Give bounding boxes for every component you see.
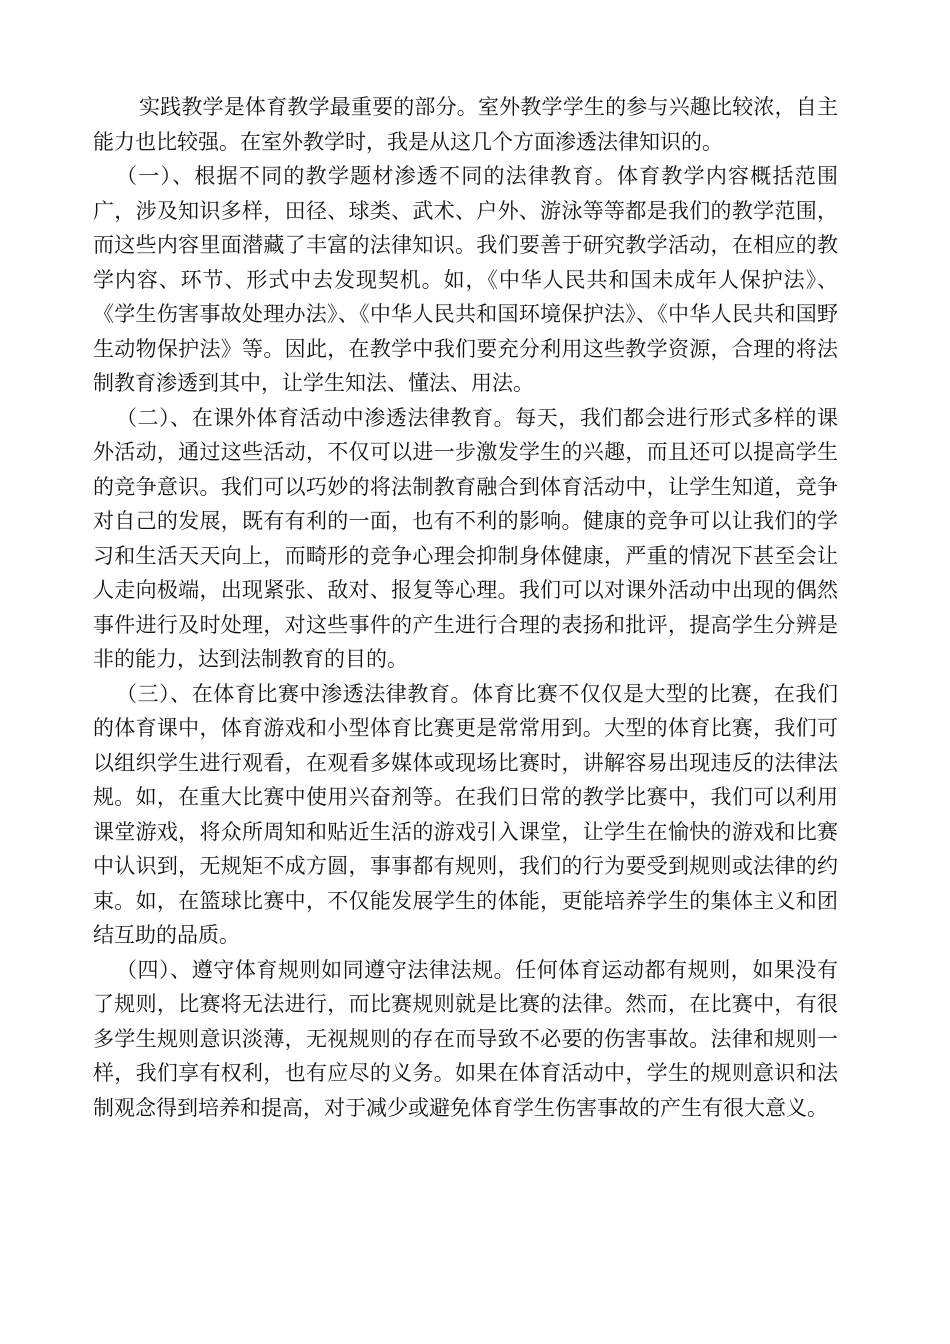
paragraph-section-1: （一）、根据不同的教学题材渗透不同的法律教育。体育教学内容概括范围广，涉及知识多样，田径、球类、武术、户外、游泳等等都是我们的教学范围，而这些内容里面潜藏了丰富的法律知识。我们要善于研究教学活动，在相应的教学内容、环节、形式中去发现契机。如，《中华人民共和国未成年人保护法》、《学生伤害事故处理办法》、《中华人民共和国环境保护法》、《中华人民共和国野生动物保护法》等。因此，在教学中我们要充分利用这些教学资源，合理的将法制教育渗透到其中，让学生知法、懂法、用法。 (93, 164, 838, 395)
paragraph-section-2: （二）、在课外体育活动中渗透法律教育。每天，我们都会进行形式多样的课外活动，通过这些活动，不仅可以进一步激发学生的兴趣，而且还可以提高学生的竞争意识。我们可以巧妙的将法制教育融合到体育活动中，让学生知道，竞争对自己的发展，既有有利的一面，也有不利的影响。健康的竞争可以让我们的学习和生活天天向上，而畸形的竞争心理会抑制身体健康，严重的情况下甚至会让人走向极端，出现紧张、敌对、报复等心理。我们可以对课外活动中出现的偶然事件进行及时处理，对这些事件的产生进行合理的表扬和批评，提高学生分辨是非的能力，达到法制教育的目的。 (93, 405, 838, 671)
paragraph-section-4: （四）、遵守体育规则如同遵守法律法规。任何体育运动都有规则，如果没有了规则，比赛将无法进行，而比赛规则就是比赛的法律。然而，在比赛中，有很多学生规则意识淡薄，无视规则的存在而导致不必要的伤害事故。法律和规则一样，我们享有权利，也有应尽的义务。如果在体育活动中，学生的规则意识和法制观念得到培养和提高，对于减少或避免体育学生伤害事故的产生有很大意义。 (93, 957, 838, 1120)
paragraph-intro: 实践教学是体育教学最重要的部分。室外教学学生的参与兴趣比较浓，自主能力也比较强。在室外教学时，我是从这几个方面渗透法律知识的。 (93, 95, 838, 154)
paragraph-section-3: （三）、在体育比赛中渗透法律教育。体育比赛不仅仅是大型的比赛，在我们的体育课中，体育游戏和小型体育比赛更是常常用到。大型的体育比赛，我们可以组织学生进行观看，在观看多媒体或现场比赛时，讲解容易出现违反的法律法规。如，在重大比赛中使用兴奋剂等。在我们日常的教学比赛中，我们可以利用课堂游戏，将众所周知和贴近生活的游戏引入课堂，让学生在愉快的游戏和比赛中认识到，无规矩不成方圆，事事都有规则，我们的行为要受到规则或法律的约束。如，在篮球比赛中，不仅能发展学生的体能，更能培养学生的集体主义和团结互助的品质。 (93, 681, 838, 947)
document-body (93, 90, 838, 1125)
